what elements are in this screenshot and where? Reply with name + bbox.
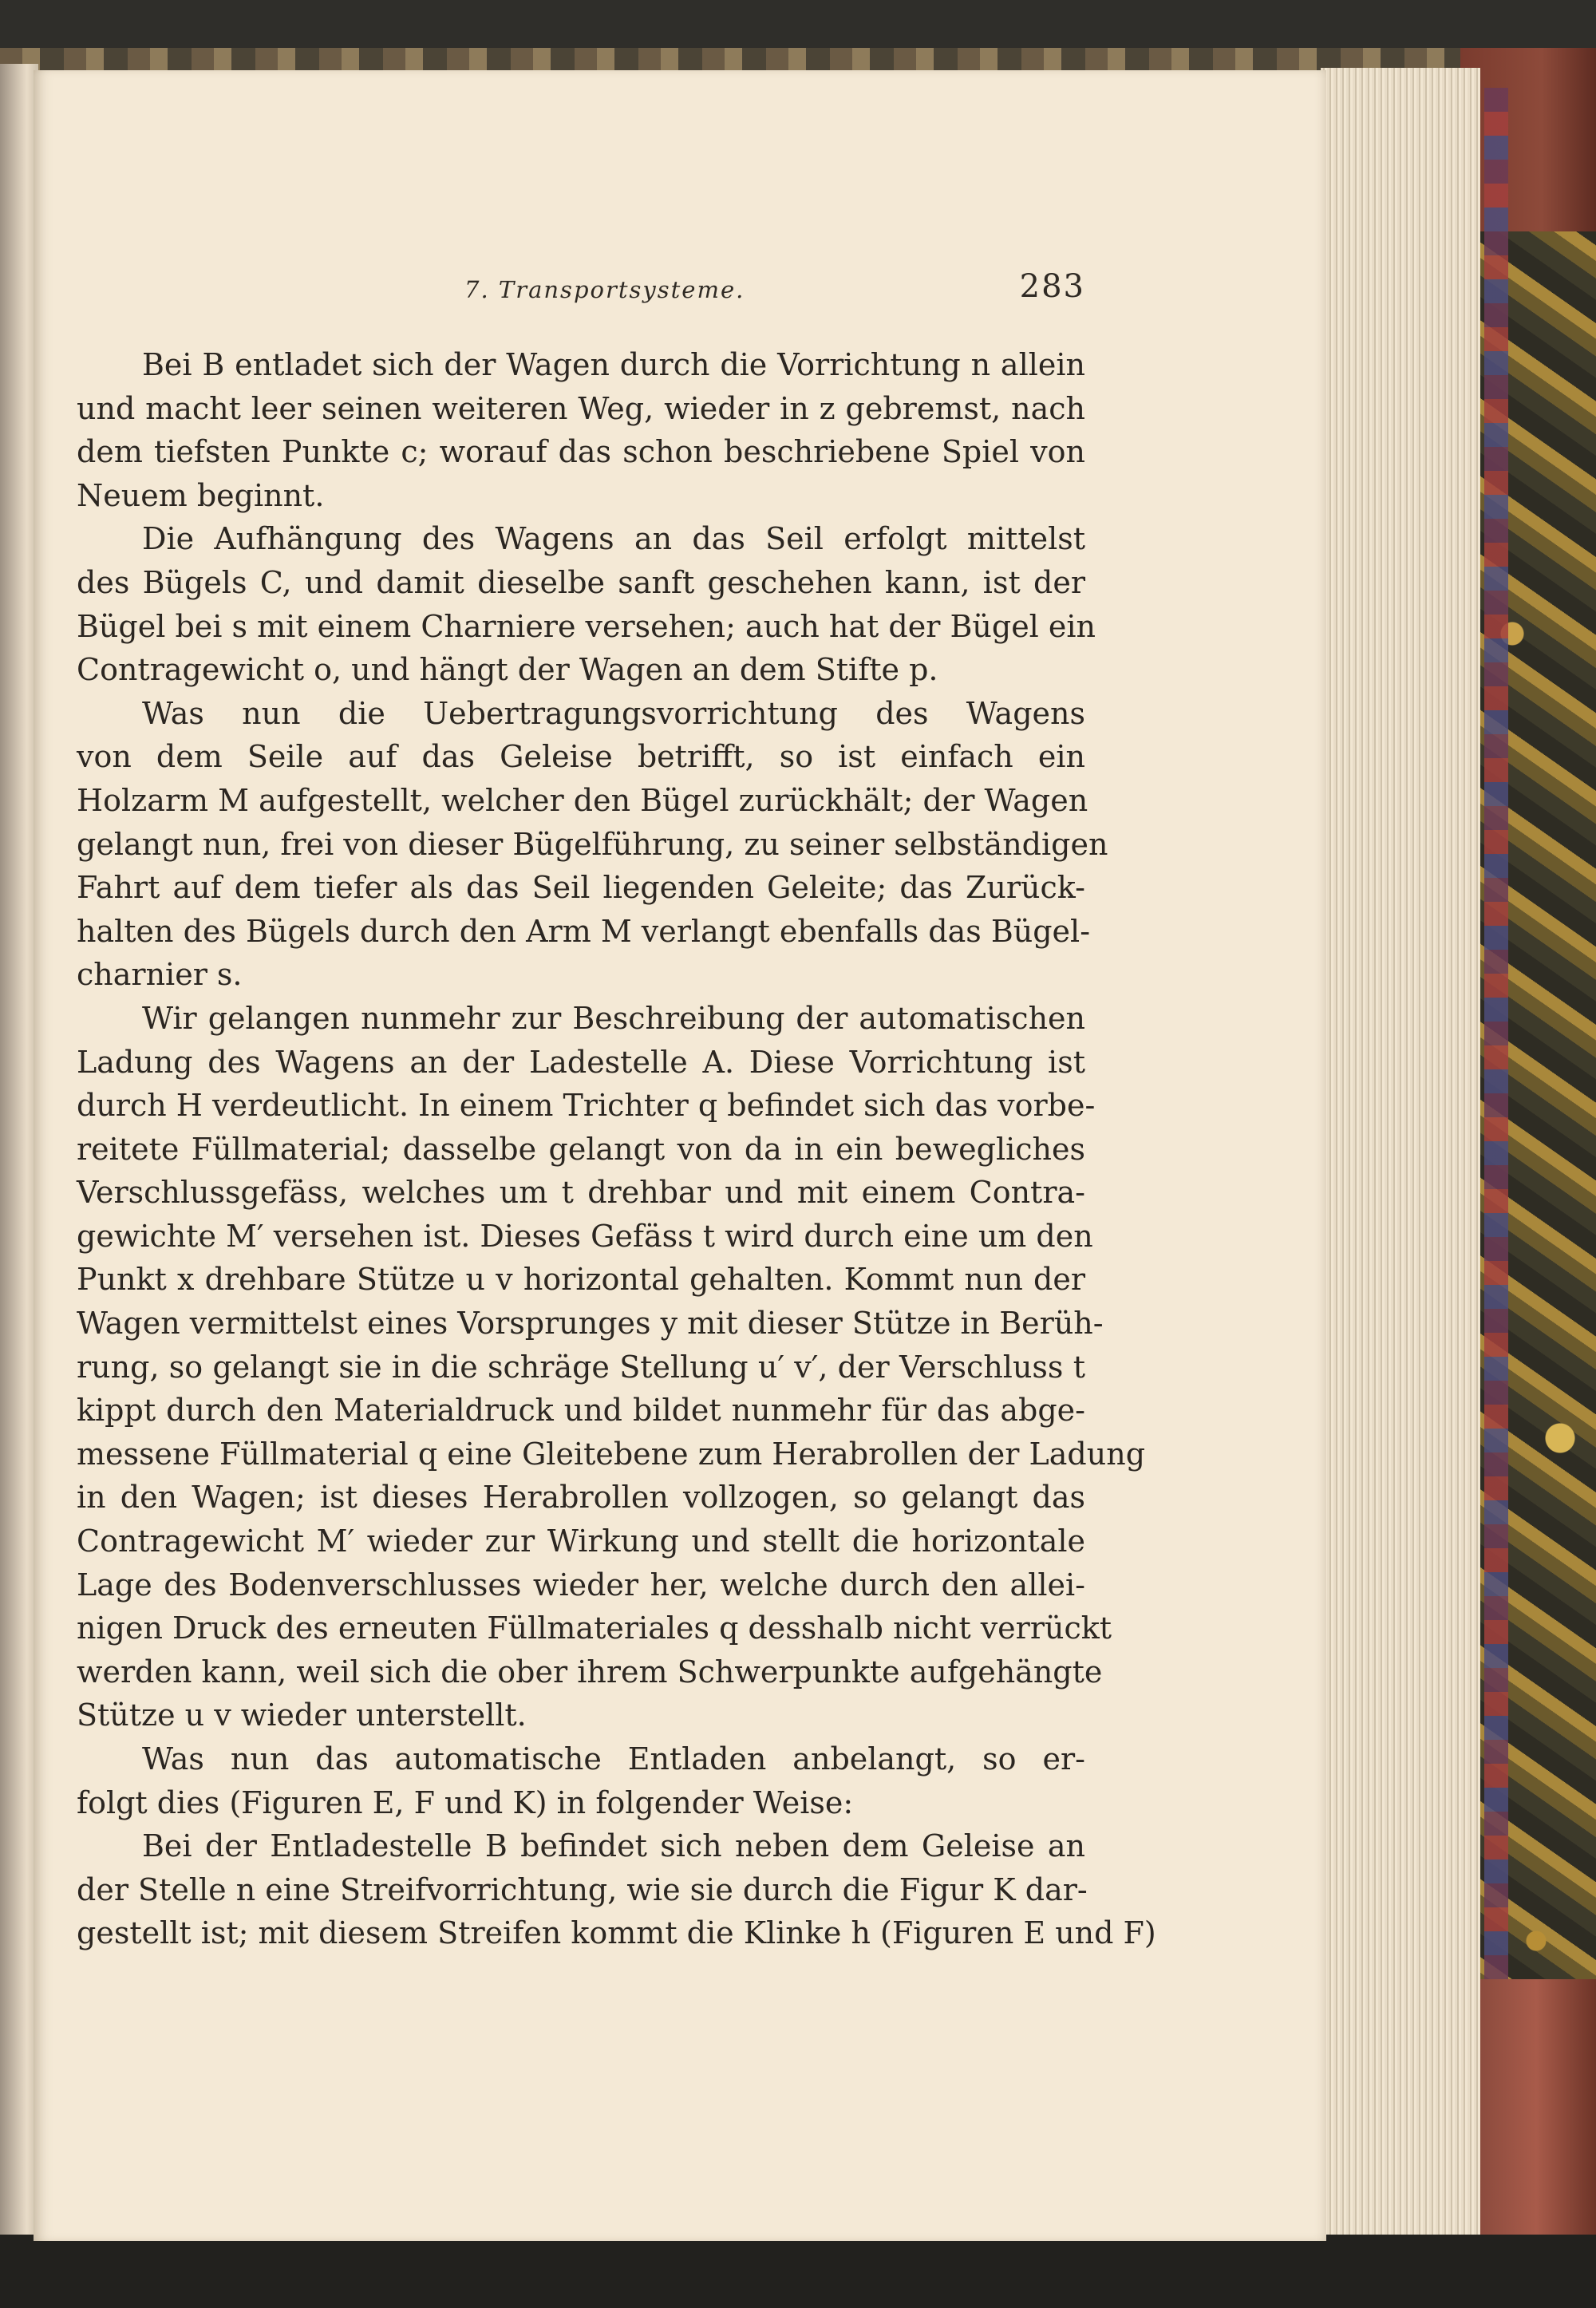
text-line: Contragewicht o, und hängt der Wagen an dem Stifte p.: [77, 652, 938, 688]
paragraph: [77, 692, 1108, 997]
text-line: von dem Seile auf das Geleise betrifft, so ist einfach ein: [77, 739, 1085, 775]
text-line: halten des Bügels durch den Arm M verlangt ebenfalls das Bügel-: [77, 913, 1091, 949]
page-body: [77, 343, 1156, 1955]
book-cover-corner: [1460, 48, 1596, 247]
text-line: Wir gelangen nunmehr zur Beschreibung der automatischen: [142, 1000, 1085, 1036]
running-title: 7. Transportsysteme.: [464, 276, 745, 303]
page-number: 283: [1019, 268, 1085, 305]
text-line: messene Füllmaterial q eine Gleitebene zum Herabrollen der Ladung: [77, 1436, 1146, 1472]
text-line: charnier s.: [77, 957, 243, 993]
text-line: Punkt x drehbare Stütze u v horizontal gehalten. Kommt nun der: [77, 1262, 1085, 1298]
text-line: gestellt ist; mit diesem Streifen kommt die Klinke h (Figuren E und F): [77, 1915, 1156, 1951]
text-line: Wagen vermittelst eines Vorsprunges y mit dieser Stütze in Berüh-: [77, 1306, 1104, 1342]
book-cover-bottom: [1476, 1979, 1596, 2243]
marbled-edge-strip: [1484, 88, 1508, 2243]
text-line: Stütze u v wieder unterstellt.: [77, 1697, 527, 1733]
text-line: reitete Füllmaterial; dasselbe gelangt von da in ein bewegliches: [77, 1131, 1085, 1167]
paragraph: [77, 517, 1096, 691]
page-fore-edge: [1321, 68, 1480, 2255]
paragraph: [77, 343, 1085, 517]
text-line: Bei B entladet sich der Wagen durch die Vorrichtung n allein: [142, 347, 1085, 382]
text-line: in den Wagen; ist dieses Herabrollen vollzogen, so gelangt das: [77, 1480, 1085, 1516]
text-line: und macht leer seinen weiteren Weg, wieder in z gebremst, nach: [77, 390, 1085, 426]
text-line: Neuem beginnt.: [77, 477, 325, 513]
page-header: [73, 268, 1085, 316]
text-line: dem tiefsten Punkte c; worauf das schon beschriebene Spiel von: [77, 434, 1085, 470]
text-line: rung, so gelangt sie in die schräge Stellung u′ v′, der Verschluss t: [77, 1349, 1085, 1385]
paragraph: [77, 1737, 1085, 1824]
text-line: Die Aufhängung des Wagens an das Seil erfolgt mittelst: [142, 521, 1085, 557]
paragraph: [77, 1824, 1156, 1955]
left-page-edge: [0, 64, 38, 2243]
text-line: Holzarm M aufgestellt, welcher den Bügel zurückhält; der Wagen: [77, 782, 1088, 818]
text-line: nigen Druck des erneuten Füllmateriales q desshalb nicht verrückt: [77, 1610, 1112, 1646]
text-line: kippt durch den Materialdruck und bildet nunmehr für das abge-: [77, 1393, 1085, 1429]
text-line: gelangt nun, frei von dieser Bügelführung, zu seiner selbständigen: [77, 826, 1108, 862]
text-line: gewichte M′ versehen ist. Dieses Gefäss t wird durch eine um den: [77, 1218, 1093, 1254]
text-line: der Stelle n eine Streifvorrichtung, wie sie durch die Figur K dar-: [77, 1871, 1088, 1907]
scan-background-bottom: [0, 2235, 1596, 2308]
text-line: Lage des Bodenverschlusses wieder her, welche durch den allei-: [77, 1567, 1085, 1603]
text-line: werden kann, weil sich die ober ihrem Schwerpunkte aufgehängte: [77, 1654, 1103, 1690]
text-line: Bei der Entladestelle B befindet sich neben dem Geleise an: [142, 1828, 1085, 1864]
text-line: Contragewicht M′ wieder zur Wirkung und stellt die horizontale: [77, 1524, 1085, 1559]
text-line: folgt dies (Figuren E, F und K) in folgender Weise:: [77, 1784, 854, 1820]
text-line: Ladung des Wagens an der Ladestelle A. Diese Vorrichtung ist: [77, 1044, 1085, 1080]
text-line: Was nun die Uebertragungsvorrichtung des Wagens: [142, 695, 1085, 731]
text-line: des Bügels C, und damit dieselbe sanft geschehen kann, ist der: [77, 564, 1085, 600]
text-line: durch H verdeutlicht. In einem Trichter q befindet sich das vorbe-: [77, 1088, 1096, 1124]
text-line: Bügel bei s mit einem Charniere versehen; auch hat der Bügel ein: [77, 608, 1096, 644]
text-line: Was nun das automatische Entladen anbelangt, so er-: [142, 1741, 1085, 1776]
text-line: Fahrt auf dem tiefer als das Seil liegenden Geleite; das Zurück-: [77, 870, 1085, 906]
text-line: Verschlussgefäss, welches um t drehbar und mit einem Contra-: [77, 1175, 1085, 1211]
paragraph: [77, 997, 1146, 1737]
